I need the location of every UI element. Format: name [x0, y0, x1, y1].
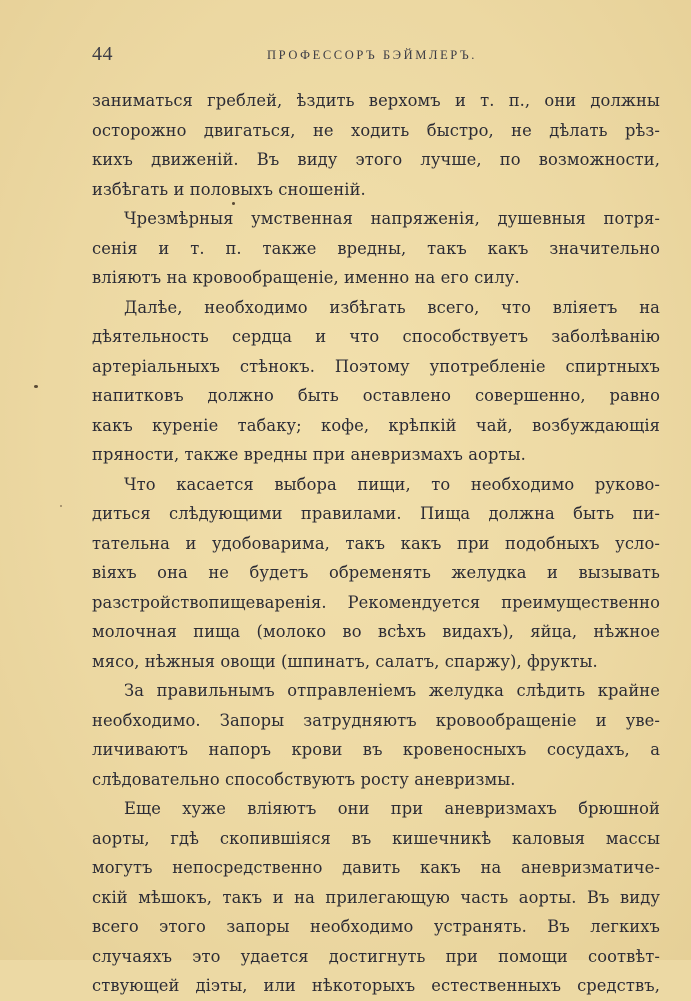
- body-text: [92, 86, 660, 1001]
- text-line: слѣдовательно способствуютъ росту аневризмы.: [92, 769, 516, 789]
- text-line: пряности, также вредны при аневризмахъ аорты.: [92, 445, 526, 464]
- text-line: необходимо. Запоры затрудняютъ кровообращеніе и уве-: [92, 710, 660, 730]
- text-line: дѣятельность сердца и что способствуетъ заболѣванію: [92, 327, 660, 346]
- text-line: ствующей діэты, или нѣкоторыхъ естественныхъ средствъ,: [92, 976, 660, 995]
- text-line: разстройствопищеваренія. Рекомендуется преимущественно: [92, 592, 660, 612]
- text-line: избѣгать и половыхъ сношеній.: [92, 179, 366, 199]
- text-line: осторожно двигаться, не ходить быстро, не дѣлать рѣз-: [92, 120, 660, 140]
- running-head: ПРОФЕССОРЪ БЭЙМЛЕРЪ.: [267, 48, 478, 62]
- text-line: всего этого запоры необходимо устранять. Въ легкихъ: [92, 917, 660, 936]
- paper-speck: [60, 505, 62, 507]
- text-line: молочная пища (молоко во всѣхъ видахъ), яйца, нѣжное: [92, 622, 660, 641]
- text-line: диться слѣдующими правилами. Пища должна быть пи-: [92, 504, 660, 523]
- text-line: могутъ непосредственно давить какъ на аневризматиче-: [92, 858, 660, 877]
- text-line: Еще хуже вліяютъ они при аневризмахъ брюшной: [124, 799, 660, 818]
- paper-speck: [34, 385, 38, 388]
- text-line: За правильнымъ отправленіемъ желудка слѣдить крайне: [124, 681, 660, 700]
- text-line: Далѣе, необходимо избѣгать всего, что вліяетъ на: [124, 297, 660, 317]
- page-header: [0, 40, 691, 70]
- text-line: заниматься греблей, ѣздить верхомъ и т. п., они должны: [92, 91, 660, 110]
- text-line: мясо, нѣжныя овощи (шпинатъ, салатъ, спаржу), фрукты.: [92, 651, 598, 671]
- text-line: скій мѣшокъ, такъ и на прилегающую часть аорты. Въ виду: [92, 887, 660, 907]
- text-line: вліяютъ на кровообращеніе, именно на его силу.: [92, 268, 520, 287]
- text-line: случаяхъ это удается достигнуть при помощи соотвѣт-: [92, 946, 660, 966]
- text-line: Что касается выбора пищи, то необходимо руково-: [124, 474, 660, 494]
- paper-speck: [232, 202, 235, 205]
- text-line: артеріальныхъ стѣнокъ. Поэтому употребленіе спиртныхъ: [92, 356, 660, 376]
- text-line: сенія и т. п. также вредны, такъ какъ значительно: [92, 238, 660, 258]
- text-line: личиваютъ напоръ крови въ кровеносныхъ сосудахъ, а: [92, 740, 660, 759]
- text-line: напитковъ должно быть оставлено совершенно, равно: [92, 386, 660, 405]
- text-line: віяхъ она не будетъ обременять желудка и вызывать: [92, 563, 660, 582]
- page-number: 44: [92, 43, 113, 65]
- text-line: кихъ движеній. Въ виду этого лучше, по возможности,: [92, 150, 660, 169]
- text-line: какъ куреніе табаку; кофе, крѣпкій чай, возбуждающія: [92, 415, 660, 435]
- text-line: аорты, гдѣ скопившіяся въ кишечникѣ каловыя массы: [92, 828, 660, 848]
- text-line: Чрезмѣрныя умственная напряженія, душевныя потря-: [124, 209, 660, 228]
- text-line: тательна и удобоварима, такъ какъ при подобныхъ усло-: [92, 533, 660, 553]
